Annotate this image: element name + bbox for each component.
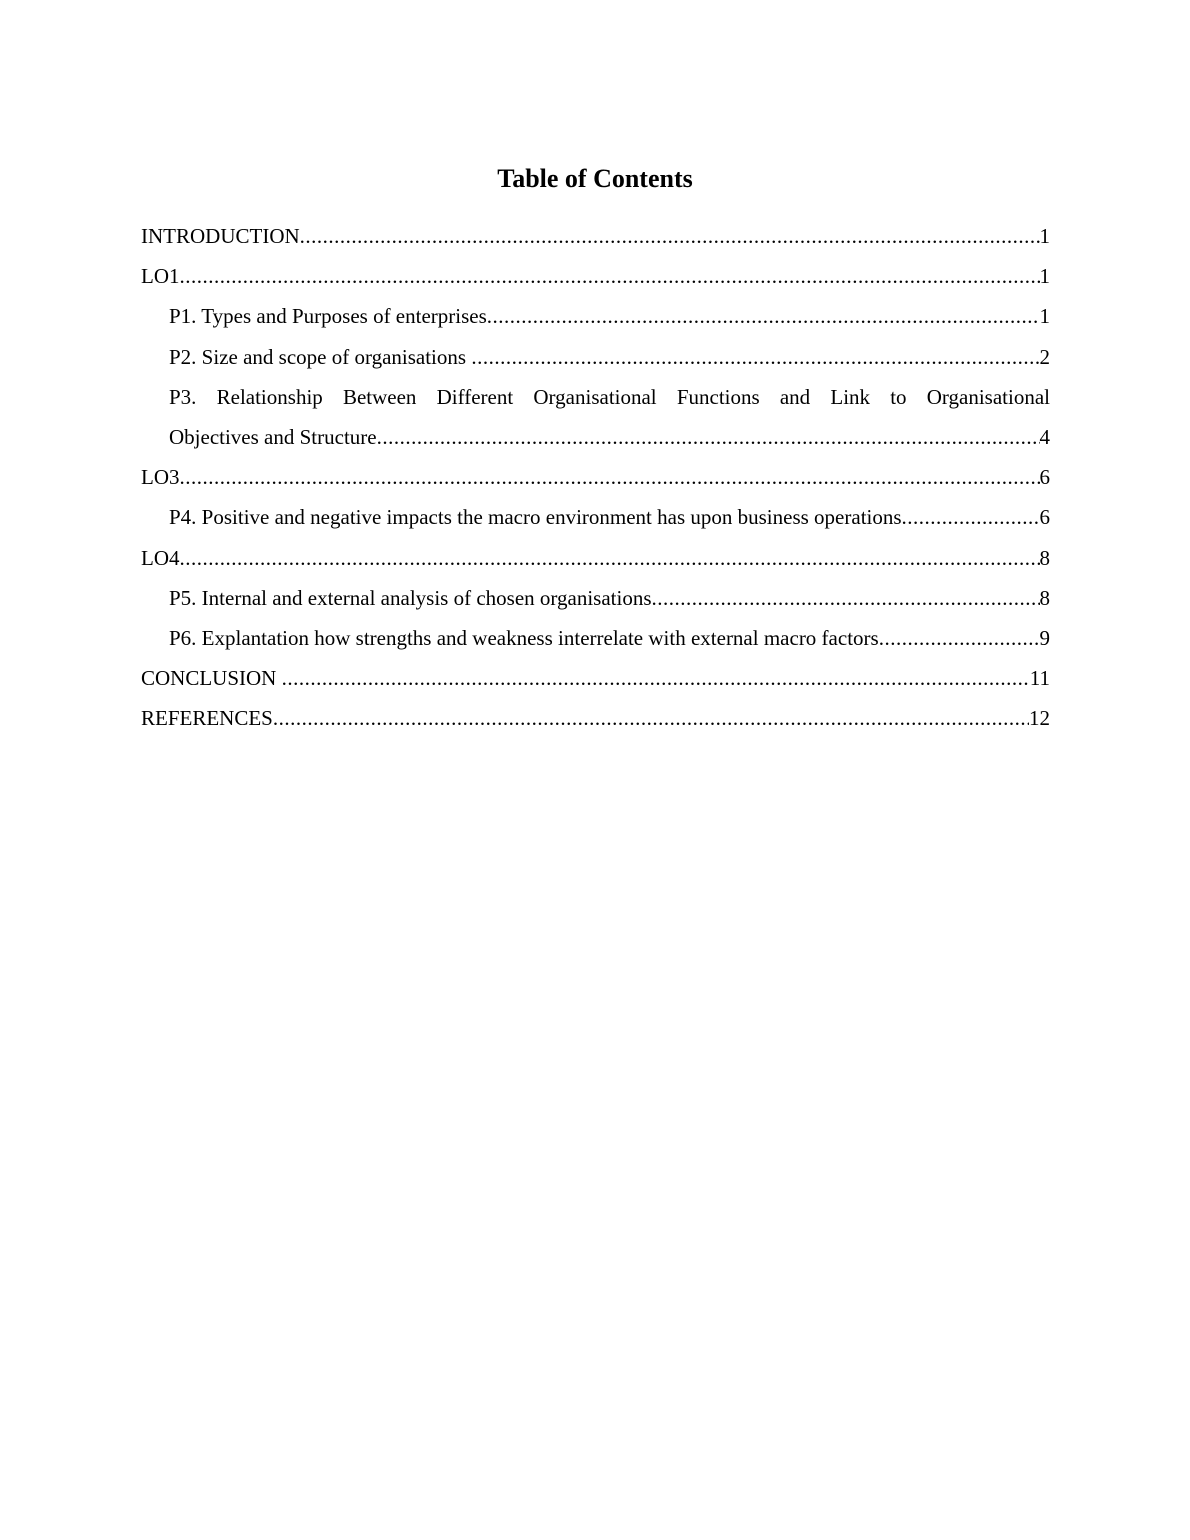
- toc-page-number: 8: [1039, 545, 1050, 570]
- toc-entry-p2[interactable]: [169, 337, 1050, 377]
- toc-entry-label: P5. Internal and external analysis of chosen organisations: [169, 585, 652, 610]
- dot-leader: [180, 256, 1040, 296]
- toc-entry-p4[interactable]: [169, 497, 1050, 537]
- dot-leader: [377, 417, 1040, 457]
- toc-entry-p3[interactable]: [169, 377, 1050, 457]
- toc-page-number: 12: [1029, 706, 1050, 731]
- toc-page-number: 1: [1039, 264, 1050, 289]
- toc-page-number: 11: [1029, 666, 1050, 691]
- dot-leader: [879, 618, 1040, 658]
- toc-entry-label: P6. Explantation how strengths and weakness interrelate with external macro factors: [169, 625, 879, 650]
- page-title: Table of Contents: [497, 164, 693, 193]
- dot-leader: [273, 698, 1029, 738]
- toc-entry-label: LO1: [141, 264, 180, 289]
- toc-page-number: 6: [1039, 505, 1050, 530]
- toc-entry-label: P2. Size and scope of organisations: [169, 344, 472, 369]
- toc-entry-label: P1. Types and Purposes of enterprises: [169, 304, 487, 329]
- toc-page-number: 2: [1039, 344, 1050, 369]
- toc-page-number: 8: [1039, 585, 1050, 610]
- dot-leader: [652, 578, 1040, 618]
- dot-leader: [300, 216, 1040, 256]
- table-of-contents: [141, 216, 1050, 738]
- toc-entry-lo4[interactable]: [141, 538, 1050, 578]
- toc-page-number: 1: [1039, 304, 1050, 329]
- toc-entry-label-line1: P3. Relationship Between Different Organisational Functions and Link to Organisational: [169, 384, 1050, 409]
- toc-page-number: 4: [1039, 424, 1050, 449]
- dot-leader: [180, 538, 1040, 578]
- toc-entry-label: P4. Positive and negative impacts the macro environment has upon business operations: [169, 505, 902, 530]
- toc-page-number: 9: [1039, 625, 1050, 650]
- toc-entry-label: LO4: [141, 545, 180, 570]
- dot-leader: [902, 497, 1040, 537]
- toc-entry-lo1[interactable]: [141, 256, 1050, 296]
- dot-leader: [282, 658, 1030, 698]
- toc-entry-introduction[interactable]: [141, 216, 1050, 256]
- toc-entry-lo3[interactable]: [141, 457, 1050, 497]
- toc-page-number: 6: [1039, 465, 1050, 490]
- toc-entry-conclusion[interactable]: [141, 658, 1050, 698]
- toc-entry-p1[interactable]: [169, 296, 1050, 336]
- dot-leader: [487, 296, 1040, 336]
- toc-entry-label: CONCLUSION: [141, 666, 282, 691]
- toc-entry-label: LO3: [141, 465, 180, 490]
- dot-leader: [180, 457, 1040, 497]
- toc-entry-label-line2: Objectives and Structure: [169, 424, 377, 449]
- toc-entry-p5[interactable]: [169, 578, 1050, 618]
- toc-entry-p6[interactable]: [169, 618, 1050, 658]
- dot-leader: [471, 337, 1039, 377]
- toc-entry-label: INTRODUCTION: [141, 224, 300, 248]
- toc-entry-label: REFERENCES: [141, 706, 273, 731]
- toc-entry-references[interactable]: [141, 698, 1050, 738]
- toc-page-number: 1: [1039, 224, 1050, 248]
